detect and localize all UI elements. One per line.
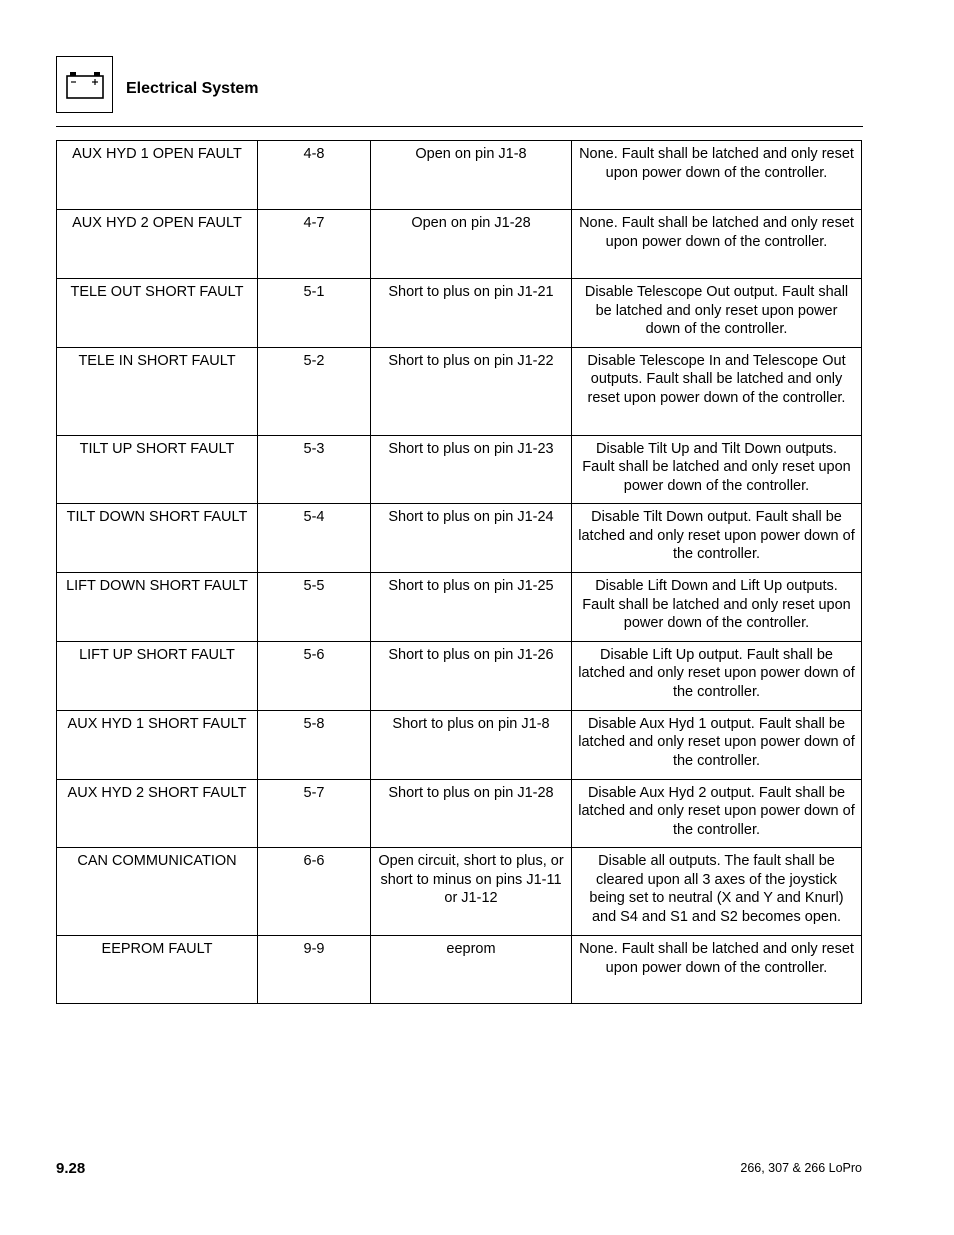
fault-cause-cell: Short to plus on pin J1-24	[371, 504, 572, 573]
fault-cause-cell: Short to plus on pin J1-23	[371, 435, 572, 504]
fault-name-cell: LIFT UP SHORT FAULT	[57, 641, 258, 710]
table-row	[57, 848, 862, 936]
fault-action-cell: Disable Aux Hyd 1 output. Fault shall be latched and only reset upon power down of the controller.	[572, 710, 862, 779]
section-title: Electrical System	[126, 80, 259, 97]
flash-code-cell: 4-7	[258, 210, 371, 279]
fault-name-cell: AUX HYD 1 SHORT FAULT	[57, 710, 258, 779]
table-row	[57, 573, 862, 642]
fault-action-cell: None. Fault shall be latched and only reset upon power down of the controller.	[572, 210, 862, 279]
flash-code-cell: 5-2	[258, 347, 371, 435]
fault-cause-cell: Short to plus on pin J1-21	[371, 279, 572, 348]
battery-icon	[57, 57, 114, 114]
table-row	[57, 435, 862, 504]
header-divider	[56, 126, 863, 127]
fault-action-cell: Disable Lift Up output. Fault shall be latched and only reset upon power down of the controller.	[572, 641, 862, 710]
fault-name-cell: TILT DOWN SHORT FAULT	[57, 504, 258, 573]
flash-code-cell: 9-9	[258, 936, 371, 1004]
fault-name-cell: AUX HYD 1 OPEN FAULT	[57, 141, 258, 210]
fault-action-cell: None. Fault shall be latched and only reset upon power down of the controller.	[572, 141, 862, 210]
fault-cause-cell: Short to plus on pin J1-26	[371, 641, 572, 710]
flash-code-cell: 5-5	[258, 573, 371, 642]
fault-action-cell: Disable Telescope In and Telescope Out outputs. Fault shall be latched and only reset upon power down of the controller.	[572, 347, 862, 435]
fault-action-cell: Disable Telescope Out output. Fault shall be latched and only reset upon power down of the controller.	[572, 279, 862, 348]
table-row	[57, 504, 862, 573]
fault-action-cell: Disable Tilt Up and Tilt Down outputs. Fault shall be latched and only reset upon power down of the controller.	[572, 435, 862, 504]
fault-cause-cell: Open circuit, short to plus, or short to minus on pins J1-11 or J1-12	[371, 848, 572, 936]
fault-name-cell: AUX HYD 2 OPEN FAULT	[57, 210, 258, 279]
fault-action-cell: Disable Aux Hyd 2 output. Fault shall be latched and only reset upon power down of the controller.	[572, 779, 862, 848]
flash-code-cell: 5-7	[258, 779, 371, 848]
fault-name-cell: TELE OUT SHORT FAULT	[57, 279, 258, 348]
fault-cause-cell: Short to plus on pin J1-28	[371, 779, 572, 848]
table-row	[57, 141, 862, 210]
table-row	[57, 779, 862, 848]
fault-name-cell: EEPROM FAULT	[57, 936, 258, 1004]
fault-cause-cell: Open on pin J1-8	[371, 141, 572, 210]
fault-name-cell: LIFT DOWN SHORT FAULT	[57, 573, 258, 642]
fault-cause-cell: Short to plus on pin J1-25	[371, 573, 572, 642]
flash-code-cell: 5-8	[258, 710, 371, 779]
flash-code-cell: 5-6	[258, 641, 371, 710]
fault-action-cell: Disable Tilt Down output. Fault shall be latched and only reset upon power down of the controller.	[572, 504, 862, 573]
flash-code-cell: 5-1	[258, 279, 371, 348]
table-row	[57, 710, 862, 779]
flash-code-cell: 5-3	[258, 435, 371, 504]
flash-code-cell: 6-6	[258, 848, 371, 936]
table-row	[57, 210, 862, 279]
page-number: 9.28	[56, 1160, 86, 1177]
fault-action-cell: None. Fault shall be latched and only reset upon power down of the controller.	[572, 936, 862, 1004]
table-row	[57, 279, 862, 348]
table-row	[57, 936, 862, 1004]
flash-code-cell: 5-4	[258, 504, 371, 573]
fault-cause-cell: Open on pin J1-28	[371, 210, 572, 279]
fault-action-cell: Disable Lift Down and Lift Up outputs. Fault shall be latched and only reset upon power down of the controller.	[572, 573, 862, 642]
fault-name-cell: TILT UP SHORT FAULT	[57, 435, 258, 504]
fault-action-cell: Disable all outputs. The fault shall be cleared upon all 3 axes of the joystick being set to neutral (X and Y and Knurl) and S4 and S1 and S2 becomes open.	[572, 848, 862, 936]
fault-cause-cell: Short to plus on pin J1-22	[371, 347, 572, 435]
fault-cause-cell: eeprom	[371, 936, 572, 1004]
fault-code-table	[56, 140, 862, 1004]
table-row	[57, 347, 862, 435]
model-list: 266, 307 & 266 LoPro	[740, 1161, 862, 1175]
table-row	[57, 641, 862, 710]
fault-cause-cell: Short to plus on pin J1-8	[371, 710, 572, 779]
section-icon-box	[56, 56, 113, 113]
fault-name-cell: TELE IN SHORT FAULT	[57, 347, 258, 435]
flash-code-cell: 4-8	[258, 141, 371, 210]
fault-name-cell: AUX HYD 2 SHORT FAULT	[57, 779, 258, 848]
fault-name-cell: CAN COMMUNICATION	[57, 848, 258, 936]
